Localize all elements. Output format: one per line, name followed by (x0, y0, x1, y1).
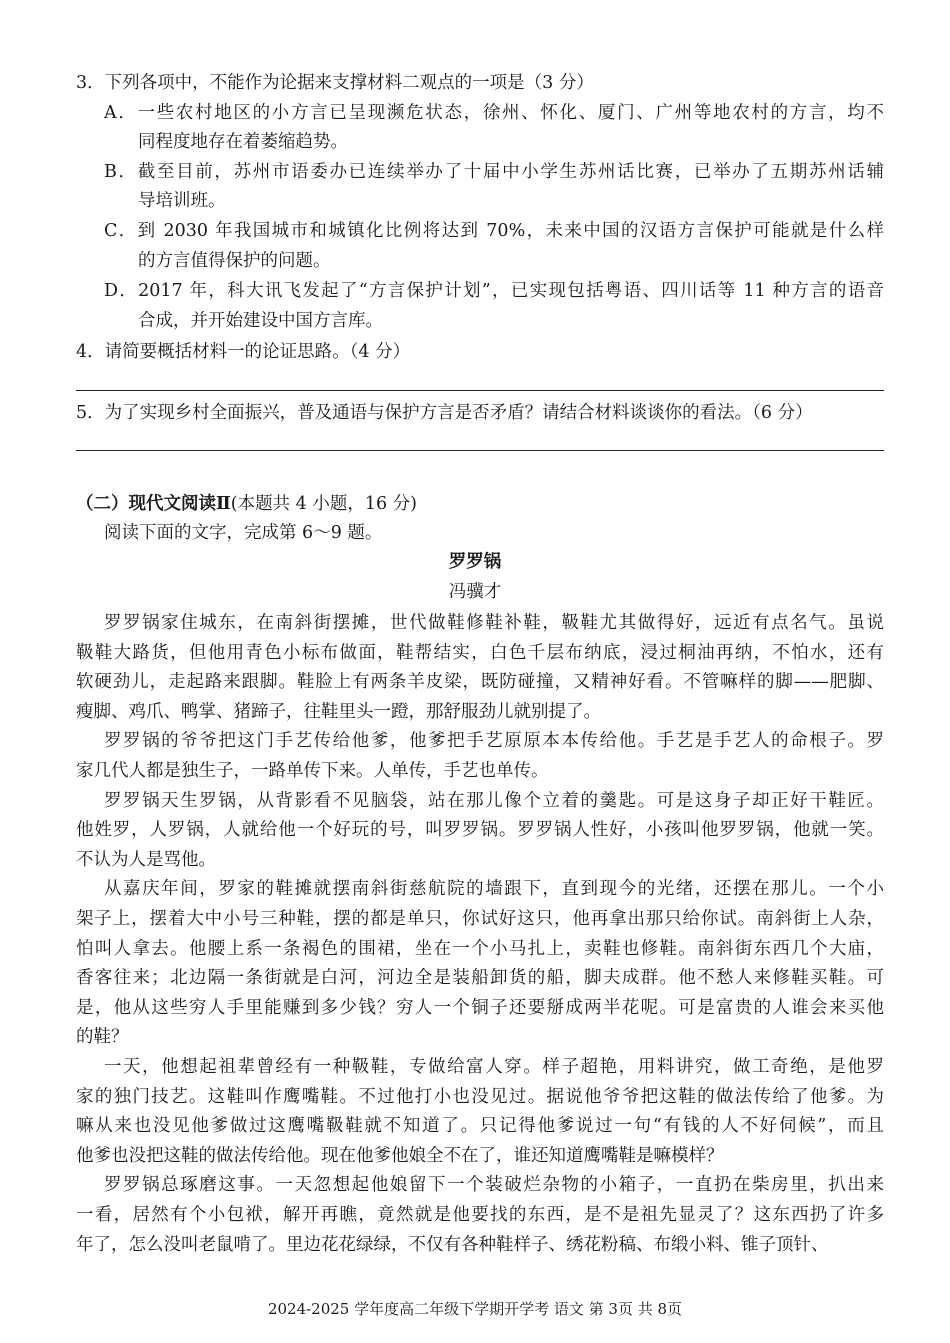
passage-line: 家的独门技艺。这鞋叫作鹰嘴鞋。不过他打小也没见过。据说他爷爷把这鞋的做法传给了他爹。为 (76, 1087, 884, 1107)
passage-line: 靸鞋大路货，但他用青色小标布做面，鞋帮结实，白色千层布纳底，浸过桐油再纳，不怕水，还有 (76, 643, 884, 663)
passage-line: 从嘉庆年间，罗家的鞋摊就摆南斜街慈航院的墙跟下，直到现今的光绪，还摆在那儿。一个小 (104, 879, 884, 899)
passage-line: 是，他从这些穷人手里能赚到多少钱？穷人一个铜子还要掰成两半花呢。可是富贵的人谁会来买他 (76, 998, 884, 1018)
passage-line: 罗罗锅家住城东，在南斜街摆摊，世代做鞋修鞋补鞋，靸鞋尤其做得好，远近有点名气。虽说 (104, 613, 884, 633)
passage-line: 软硬劲儿，走起路来跟脚。鞋脸上有两条羊皮梁，既防碰撞，又精神好看。不管嘛样的脚——肥脚、 (76, 672, 884, 692)
passage-line: 家几代人都是独生子，一路单传下来。人单传，手艺也单传。 (76, 761, 549, 781)
q3-option-c-line1: C．到 2030 年我国城市和城镇化比例将达到 70%，未来中国的汉语方言保护可能就是什么样 (104, 221, 884, 241)
section-heading (76, 489, 417, 519)
q3-option-b-line2: 导培训班。 (138, 191, 226, 211)
q3-stem: 3．下列各项中，不能作为论据来支撑材料二观点的一项是（3 分） (76, 73, 594, 93)
q3-option-d-line1: D．2017 年，科大讯飞发起了“方言保护计划”，已实现包括粤语、四川话等 11 种方言的语音 (104, 281, 884, 301)
passage-line: 嘛从来也没见他爹做过这鹰嘴靸鞋就不知道了。只记得他爹说过一句“有钱的人不好伺候”，而且 (76, 1116, 884, 1136)
passage-line: 怕叫人拿去。他腰上系一条褐色的围裙，坐在一个小马扎上，卖鞋也修鞋。南斜街东西几个大庙， (76, 939, 884, 959)
passage-line: 罗罗锅总琢磨这事。一天忽想起他娘留下一个装破烂杂物的小箱子，一直扔在柴房里，扒出来 (104, 1175, 884, 1195)
passage-line: 架子上，摆着大中小号三种鞋，摆的都是单只，你试好这只，他再拿出那只给你试。南斜街上人杂， (76, 909, 884, 929)
q4-stem: 4．请简要概括材料一的论证思路。（4 分） (76, 342, 411, 362)
q3-option-a-line1: A．一些农村地区的小方言已呈现濒危状态，徐州、怀化、厦门、广州等地农村的方言，均不 (104, 103, 884, 123)
passage-line: 的鞋？ (76, 1027, 129, 1047)
passage-line: 瘦脚、鸡爪、鸭掌、猪蹄子，往鞋里头一蹬，那舒服劲儿就别提了。 (76, 702, 601, 722)
passage-line: 他爹也没把这鞋的做法传给他。现在他爹他娘全不在了，谁还知道鹰嘴鞋是嘛模样？ (76, 1146, 724, 1166)
passage-line: 不认为人是骂他。 (76, 850, 216, 870)
passage-line: 年了，怎么没叫老鼠啃了。里边花花绿绿，不仅有各种鞋样子、绣花粉稿、布缎小料、锥子顶针、 (76, 1235, 829, 1255)
q3-option-c-line2: 的方言值得保护的问题。 (138, 251, 331, 271)
passage-title: 罗罗锅 (448, 552, 502, 572)
section-heading-label: （二）现代文阅读Ⅱ (76, 494, 231, 514)
section-instruction: 阅读下面的文字，完成第 6～9 题。 (104, 523, 383, 543)
section-heading-score: (本题共 4 小题，16 分) (230, 494, 417, 514)
page-footer: 2024-2025 学年度高二年级下学期开学考 语文 第 3页 共 8页 (267, 1300, 683, 1318)
passage-line: 他姓罗，人罗锅，人就给他一个好玩的号，叫罗罗锅。罗罗锅人性好，小孩叫他罗罗锅，他就一笑。 (76, 820, 884, 840)
passage-line: 一看，居然有个小包袱，解开再瞧，竟然就是他要找的东西，是不是祖先显灵了？这东西扔了许多 (76, 1205, 884, 1225)
q3-option-a-line2: 同程度地存在着萎缩趋势。 (138, 132, 348, 152)
passage-line: 罗罗锅的爷爷把这门手艺传给他爹，他爹把手艺原原本本传给他。手艺是手艺人的命根子。罗 (104, 731, 884, 751)
q5-stem: 5．为了实现乡村全面振兴，普及通语与保护方言是否矛盾？请结合材料谈谈你的看法。（6 分） (76, 403, 813, 423)
q4-answer-line[interactable] (76, 390, 884, 391)
q5-answer-line[interactable] (76, 450, 884, 451)
passage-line: 一天，他想起祖辈曾经有一种靸鞋，专做给富人穿。样子超艳，用料讲究，做工奇绝，是他罗 (104, 1057, 884, 1077)
passage-line: 罗罗锅天生罗锅，从背影看不见脑袋，站在那儿像个立着的羹匙。可是这身子却正好干鞋匠。 (104, 791, 884, 811)
q3-option-d-line2: 合成，并开始建设中国方言库。 (138, 311, 383, 331)
q3-option-b-line1: B．截至目前，苏州市语委办已连续举办了十届中小学生苏州话比赛，已举办了五期苏州话辅 (104, 162, 884, 182)
passage-author: 冯骥才 (448, 582, 502, 602)
passage-line: 香客往来；北边隔一条街就是白河，河边全是装船卸货的船，脚夫成群。他不愁人来修鞋买鞋。可 (76, 968, 884, 988)
